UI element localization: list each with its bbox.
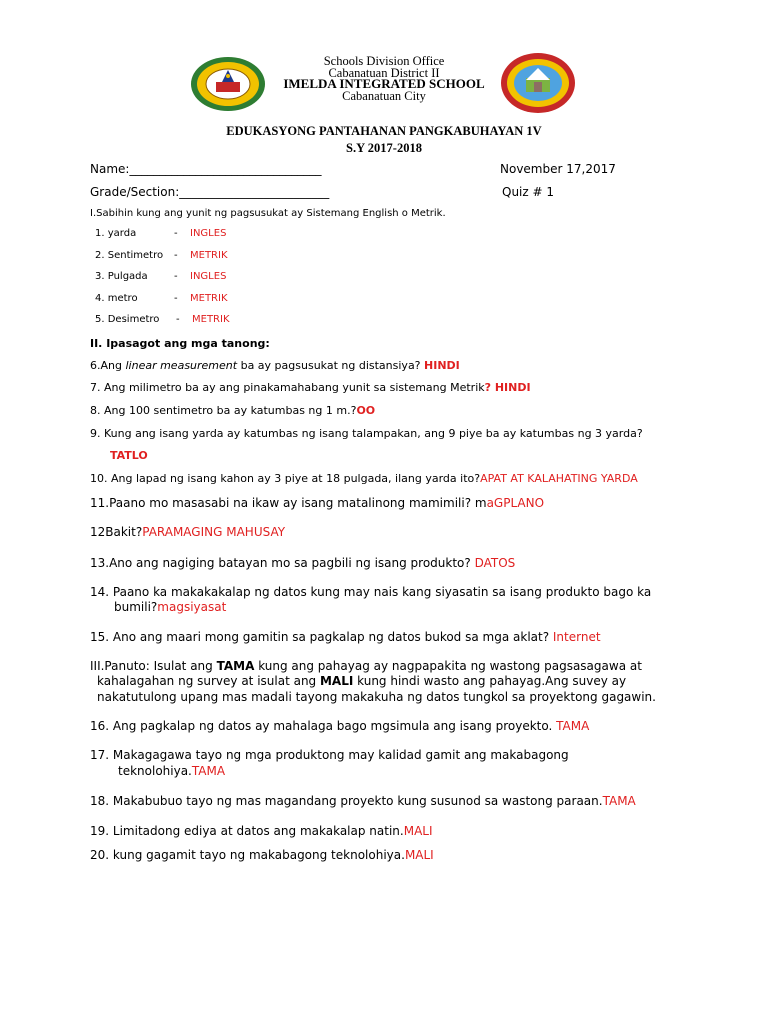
subject-title: EDUKASYONG PANTAHANAN PANGKABUHAYAN 1V (226, 124, 542, 138)
list-item: 3. Pulgada (95, 271, 148, 282)
item-answer: METRIK (192, 314, 230, 325)
question-20: 20. kung gagamit tayo ng makabagong teknolohiya.MALI (90, 848, 434, 862)
division-office: Schools Division Office (323, 54, 445, 68)
item-answer: METRIK (190, 250, 228, 261)
list-item: 5. Desimetro (95, 314, 160, 325)
question-8: 8. Ang 100 sentimetro ba ay katumbas ng 1 m.?OO (90, 404, 376, 417)
question-17-cont: teknolohiya.TAMA (118, 764, 226, 778)
question-6: 6.Ang linear measurement ba ay pagsusukat ng distansiya? HINDI (90, 359, 460, 372)
item-answer: METRIK (190, 293, 228, 304)
part2-heading: II. Ipasagot ang mga tanong: (90, 337, 270, 350)
item-dash: - (174, 293, 178, 304)
list-item: 1. yarda (95, 228, 137, 239)
item-dash: - (174, 250, 178, 261)
question-14-cont: bumili?magsiyasat (114, 600, 227, 614)
question-11: 11.Paano mo masasabi na ikaw ay isang matalinong mamimili? maGPLANO (90, 496, 545, 510)
question-9: 9. Kung ang isang yarda ay katumbas ng isang talampakan, ang 9 piye ba ay katumbas ng 3 yarda? (90, 427, 643, 440)
question-17: 17. Makagagawa tayo ng mga produktong may kalidad gamit ang makabagong (90, 748, 569, 762)
school-name: IMELDA INTEGRATED SCHOOL (283, 76, 485, 91)
question-16: 16. Ang pagkalap ng datos ay mahalaga bago mgsimula ang isang proyekto. TAMA (90, 719, 590, 733)
district: Cabanatuan District II (328, 66, 440, 80)
list-item: 2. Sentimetro (95, 250, 164, 261)
item-dash: - (174, 228, 178, 239)
city: Cabanatuan City (342, 89, 426, 103)
question-12: 12Bakit?PARAMAGING MAHUSAY (90, 525, 286, 539)
item-dash: - (176, 314, 180, 325)
answer-9: TATLO (110, 449, 148, 462)
quiz-date: November 17,2017 (500, 162, 616, 176)
question-18: 18. Makabubuo tayo ng mas magandang proyekto kung susunod sa wastong paraan.TAMA (90, 794, 636, 808)
question-15: 15. Ano ang maari mong gamitin sa pagkalap ng datos bukod sa mga aklat? Internet (90, 630, 601, 644)
name-field: Name:________________________________ (90, 162, 322, 176)
part3-instruction-line1: III.Panuto: Isulat ang TAMA kung ang pahayag ay nagpapakita ng wastong pagsasagawa at (90, 659, 642, 673)
question-13: 13.Ano ang nagiging batayan mo sa pagbili ng isang produkto? DATOS (90, 556, 516, 570)
item-dash: - (174, 271, 178, 282)
question-19: 19. Limitadong ediya at datos ang makakalap natin.MALI (90, 824, 433, 838)
grade-section-field: Grade/Section:_________________________ (90, 185, 330, 199)
school-year: S.Y 2017-2018 (346, 141, 422, 155)
part3-instruction-line2: kahalagahan ng survey at isulat ang MALI kung hindi wasto ang pahayag.Ang suvey ay (97, 674, 627, 688)
list-item: 4. metro (95, 293, 138, 304)
quiz-number: Quiz # 1 (502, 185, 555, 199)
item-answer: INGLES (190, 271, 227, 282)
part1-instruction: I.Sabihin kung ang yunit ng pagsusukat ay Sistemang English o Metrik. (90, 208, 446, 219)
item-answer: INGLES (190, 228, 227, 239)
part3-instruction-line3: nakatutulong upang mas madali tayong makakuha ng datos tungkol sa proyektong gagawin. (97, 690, 656, 704)
question-7: 7. Ang milimetro ba ay ang pinakamahabang yunit sa sistemang Metrik? HINDI (90, 381, 531, 394)
question-14: 14. Paano ka makakakalap ng datos kung may nais kang siyasatin sa isang produkto bago ka (90, 585, 652, 599)
question-10: 10. Ang lapad ng isang kahon ay 3 piye at 18 pulgada, ilang yarda ito?APAT AT KALAHATING YARDA (90, 472, 638, 485)
